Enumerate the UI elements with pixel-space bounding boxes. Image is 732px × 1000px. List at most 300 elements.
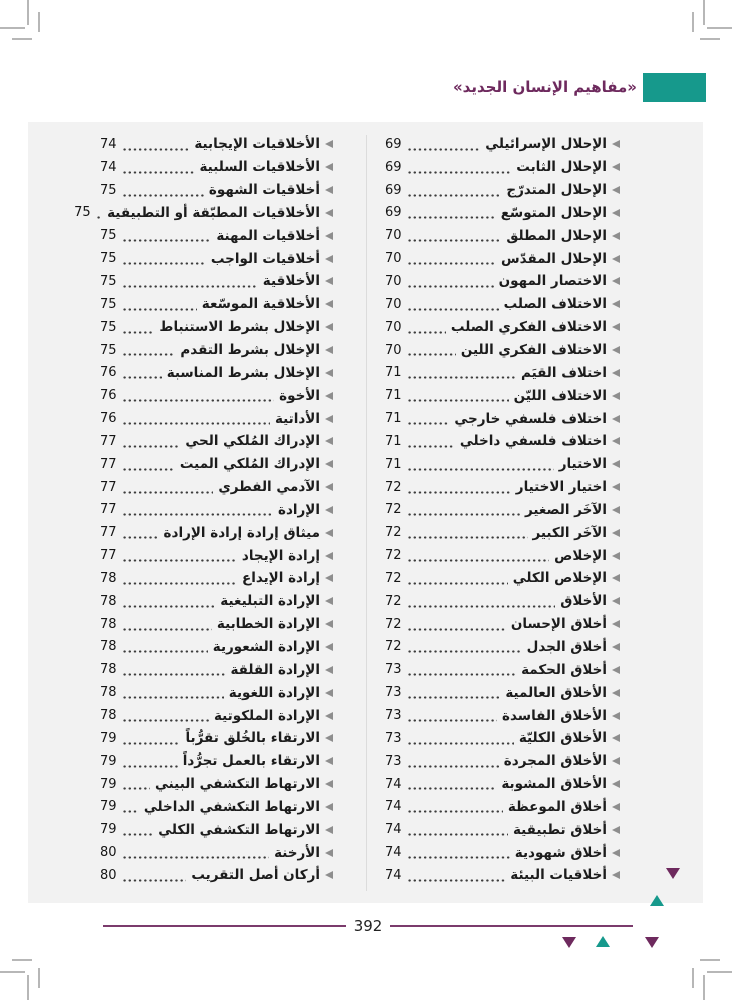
entry-page-number: 71 — [385, 365, 402, 381]
entry-title: الأخلاق الفاسدة — [502, 707, 607, 724]
entry-page-number: 73 — [385, 708, 402, 724]
entry-arrow-icon — [325, 803, 333, 811]
index-entry-row — [385, 704, 620, 727]
index-entry-row — [385, 544, 620, 567]
crop-mark — [12, 959, 32, 961]
entry-page-number: 75 — [100, 182, 117, 198]
entry-title: الارتهاط التكشفي البيني — [155, 776, 320, 793]
entry-title: الإدراك المُلكي الحي — [185, 433, 320, 450]
entry-arrow-icon — [325, 552, 333, 560]
entry-page-number: 79 — [100, 730, 117, 746]
entry-title: الاختلاف الليّن — [513, 387, 607, 404]
entry-page-number: 77 — [100, 479, 117, 495]
entry-arrow-icon — [612, 323, 620, 331]
footer-rule-right — [390, 925, 633, 927]
index-entry-row — [100, 453, 333, 476]
entry-page-number: 74 — [385, 799, 402, 815]
dot-leader — [122, 604, 215, 609]
dot-leader — [122, 261, 206, 266]
index-entry-row — [385, 476, 620, 499]
dot-leader — [122, 307, 197, 312]
entry-title: الاختصار المهون — [498, 273, 607, 290]
index-entry-row — [100, 818, 333, 841]
entry-title: الإرادة الخطابية — [216, 616, 320, 633]
dot-leader — [407, 352, 456, 357]
dot-leader — [122, 832, 153, 837]
entry-arrow-icon — [325, 369, 333, 377]
entry-title: الأخلاقيات السلبية — [199, 159, 320, 176]
entry-title: اختلاف فلسفي خارجي — [454, 410, 607, 427]
entry-page-number: 76 — [100, 388, 117, 404]
entry-arrow-icon — [612, 186, 620, 194]
entry-title: الأخوة — [279, 387, 320, 404]
entry-page-number: 73 — [385, 662, 402, 678]
entry-arrow-icon — [325, 300, 333, 308]
dot-leader — [122, 627, 212, 632]
dot-leader — [407, 718, 497, 723]
entry-page-number: 72 — [385, 525, 402, 541]
entry-title: أخلاق شهودية — [514, 844, 607, 861]
index-entry-row — [100, 544, 333, 567]
entry-page-number: 74 — [385, 776, 402, 792]
entry-title: الأخلاقيات المطبّقة أو التطبيقية — [107, 204, 320, 221]
index-entry-row — [100, 224, 333, 247]
index-entry-row — [100, 727, 333, 750]
index-entry-row — [385, 407, 620, 430]
dot-leader — [122, 878, 186, 883]
entry-title: الإخلال بشرط المناسبة — [166, 364, 320, 381]
dot-leader — [407, 741, 514, 746]
entry-arrow-icon — [325, 712, 333, 720]
index-entry-row — [385, 636, 620, 659]
dot-leader — [122, 284, 258, 289]
index-columns — [28, 122, 703, 903]
entry-page-number: 78 — [100, 685, 117, 701]
dot-leader — [407, 604, 555, 609]
index-entry-row — [385, 202, 620, 225]
dot-leader — [407, 535, 528, 540]
entry-arrow-icon — [325, 460, 333, 468]
entry-title: اختلاف فلسفي داخلي — [459, 433, 607, 450]
dot-leader — [407, 375, 516, 380]
entry-arrow-icon — [325, 186, 333, 194]
entry-arrow-icon — [612, 552, 620, 560]
entry-title: الإرادة التبليغية — [220, 593, 320, 610]
entry-page-number: 73 — [385, 685, 402, 701]
entry-title: الارتقاء بالعمل تجرُّداً — [182, 753, 320, 770]
dot-leader — [407, 855, 510, 860]
crop-mark — [707, 27, 732, 29]
dot-leader — [407, 809, 503, 814]
entry-page-number: 77 — [100, 456, 117, 472]
index-entry-row — [385, 156, 620, 179]
entry-page-number: 73 — [385, 730, 402, 746]
dot-leader — [407, 490, 511, 495]
index-entry-row — [100, 133, 333, 156]
entry-arrow-icon — [612, 300, 620, 308]
entry-page-number: 79 — [100, 753, 117, 769]
page-number: 392 — [353, 917, 383, 935]
index-entry-row — [100, 339, 333, 362]
dot-leader — [122, 786, 150, 791]
entry-arrow-icon — [612, 689, 620, 697]
index-entry-row — [385, 773, 620, 796]
index-entry-row — [100, 361, 333, 384]
entry-page-number: 74 — [385, 822, 402, 838]
index-entry-row — [385, 316, 620, 339]
entry-page-number: 72 — [385, 616, 402, 632]
entry-arrow-icon — [612, 574, 620, 582]
entry-arrow-icon — [612, 529, 620, 537]
entry-title: الأخلاق المشوبة — [501, 776, 607, 793]
entry-arrow-icon — [325, 689, 333, 697]
dot-leader — [122, 238, 211, 243]
entry-title: أخلاق تطبيقية — [512, 821, 607, 838]
index-entry-row — [100, 384, 333, 407]
entry-title: إرادة الإيداع — [241, 570, 320, 587]
index-entry-row — [100, 179, 333, 202]
entry-page-number: 71 — [385, 411, 402, 427]
index-entry-row — [100, 704, 333, 727]
entry-arrow-icon — [325, 826, 333, 834]
entry-arrow-icon — [325, 529, 333, 537]
index-entry-row — [100, 681, 333, 704]
entry-title: الاختيار — [558, 456, 607, 473]
dot-leader — [122, 855, 269, 860]
entry-arrow-icon — [325, 643, 333, 651]
entry-title: أخلاقيات الشهوة — [208, 182, 320, 199]
entry-title: الأرخنة — [274, 844, 320, 861]
index-entry-row — [385, 430, 620, 453]
footer-rule-left — [103, 925, 346, 927]
entry-arrow-icon — [325, 277, 333, 285]
index-entry-row — [385, 521, 620, 544]
dot-leader — [122, 581, 237, 586]
entry-arrow-icon — [612, 849, 620, 857]
entry-page-number: 79 — [100, 776, 117, 792]
dot-leader — [407, 170, 511, 175]
entry-arrow-icon — [325, 574, 333, 582]
dot-leader — [407, 238, 501, 243]
dot-leader — [122, 535, 159, 540]
entry-title: الأخلاق المجردة — [503, 753, 607, 770]
index-entry-row — [100, 773, 333, 796]
entry-arrow-icon — [325, 140, 333, 148]
entry-arrow-icon — [325, 255, 333, 263]
index-entry-row — [385, 841, 620, 864]
entry-title: الإخلال بشرط الاستنباط — [159, 319, 320, 336]
entry-title: أخلاقيات المهنة — [216, 227, 320, 244]
index-entry-row — [100, 407, 333, 430]
entry-arrow-icon — [612, 392, 620, 400]
index-entry-row — [385, 795, 620, 818]
entry-title: الارتهاط التكشفي الكلي — [158, 821, 320, 838]
entry-page-number: 69 — [385, 205, 402, 221]
entry-title: أخلاق الجدل — [526, 638, 607, 655]
entry-page-number: 80 — [100, 845, 117, 861]
entry-arrow-icon — [325, 849, 333, 857]
entry-title: الآخَر الصغير — [524, 501, 607, 518]
index-column-left — [74, 133, 333, 903]
entry-page-number: 74 — [100, 136, 117, 152]
entry-arrow-icon — [612, 277, 620, 285]
dot-leader — [407, 444, 455, 449]
entry-page-number: 78 — [100, 639, 117, 655]
index-entry-row — [385, 681, 620, 704]
dot-leader — [407, 147, 480, 152]
entry-title: الارتهاط التكشفي الداخلي — [143, 798, 320, 815]
entry-arrow-icon — [612, 415, 620, 423]
index-entry-row — [74, 202, 333, 225]
crop-mark — [707, 971, 732, 973]
entry-title: أخلاق الحكمة — [521, 661, 607, 678]
index-entry-row — [100, 567, 333, 590]
index-entry-row — [385, 224, 620, 247]
dot-leader — [96, 215, 102, 220]
index-entry-row — [100, 658, 333, 681]
index-entry-row — [100, 270, 333, 293]
dot-leader — [407, 878, 505, 883]
entry-page-number: 72 — [385, 570, 402, 586]
entry-arrow-icon — [612, 437, 620, 445]
entry-page-number: 74 — [385, 845, 402, 861]
entry-page-number: 72 — [385, 548, 402, 564]
index-entry-row — [385, 361, 620, 384]
dot-leader — [122, 490, 213, 495]
entry-arrow-icon — [325, 597, 333, 605]
dot-leader — [407, 672, 516, 677]
dot-leader — [122, 512, 273, 517]
entry-title: أخلاقيات الواجب — [210, 250, 320, 267]
entry-title: الأخلاق — [560, 593, 607, 610]
index-entry-row — [100, 247, 333, 270]
entry-page-number: 75 — [74, 205, 91, 221]
dot-leader — [407, 695, 500, 700]
entry-title: الإحلال المتدرّج — [506, 182, 607, 199]
index-entry-row — [100, 293, 333, 316]
index-entry-row — [100, 841, 333, 864]
entry-title: الإرادة اللغوية — [228, 684, 320, 701]
entry-page-number: 77 — [100, 548, 117, 564]
entry-page-number: 74 — [385, 867, 402, 883]
entry-arrow-icon — [325, 232, 333, 240]
index-panel — [28, 122, 703, 903]
dot-leader — [407, 581, 508, 586]
dot-leader — [407, 512, 520, 517]
entry-page-number: 70 — [385, 273, 402, 289]
dot-leader — [407, 832, 508, 837]
entry-page-number: 75 — [100, 296, 117, 312]
entry-page-number: 78 — [100, 570, 117, 586]
entry-page-number: 70 — [385, 342, 402, 358]
dot-leader — [122, 352, 175, 357]
entry-title: الأخلاقية — [262, 273, 320, 290]
crop-mark — [692, 968, 694, 988]
entry-arrow-icon — [325, 346, 333, 354]
dot-leader — [122, 649, 208, 654]
entry-page-number: 77 — [100, 433, 117, 449]
entry-page-number: 79 — [100, 799, 117, 815]
entry-page-number: 75 — [100, 342, 117, 358]
index-entry-row — [385, 727, 620, 750]
entry-page-number: 72 — [385, 593, 402, 609]
dot-leader — [407, 467, 554, 472]
triangle-up-icon — [596, 936, 610, 947]
entry-page-number: 72 — [385, 639, 402, 655]
index-entry-row — [385, 179, 620, 202]
dot-leader — [407, 261, 496, 266]
dot-leader — [122, 147, 189, 152]
entry-arrow-icon — [325, 757, 333, 765]
entry-title: الأخلاق الكليّة — [518, 730, 607, 747]
entry-page-number: 70 — [385, 296, 402, 312]
entry-title: الاختلاف الصلب — [503, 296, 607, 313]
dot-leader — [407, 558, 549, 563]
entry-arrow-icon — [325, 415, 333, 423]
entry-title: الإحلال المتوسّع — [500, 204, 607, 221]
index-entry-row — [385, 247, 620, 270]
entry-page-number: 77 — [100, 525, 117, 541]
dot-leader — [407, 330, 446, 335]
dot-leader — [122, 193, 204, 198]
index-entry-row — [100, 316, 333, 339]
entry-title: أركان أصل التقريب — [191, 867, 320, 884]
dot-leader — [407, 398, 509, 403]
crop-mark — [0, 971, 25, 973]
dot-leader — [122, 672, 225, 677]
entry-arrow-icon — [612, 666, 620, 674]
entry-arrow-icon — [325, 620, 333, 628]
index-entry-row — [100, 590, 333, 613]
entry-arrow-icon — [612, 871, 620, 879]
entry-page-number: 71 — [385, 456, 402, 472]
index-entry-row — [385, 499, 620, 522]
index-entry-row — [100, 750, 333, 773]
entry-title: الإرادة الملكوتية — [213, 707, 320, 724]
entry-arrow-icon — [612, 369, 620, 377]
dot-leader — [122, 718, 209, 723]
index-entry-row — [100, 499, 333, 522]
entry-page-number: 76 — [100, 411, 117, 427]
entry-page-number: 73 — [385, 753, 402, 769]
dot-leader — [407, 284, 494, 289]
crop-mark — [700, 959, 720, 961]
entry-title: الإخلال بشرط التقدم — [180, 342, 320, 359]
entry-arrow-icon — [325, 666, 333, 674]
header-accent-bar — [643, 73, 706, 102]
index-entry-row — [385, 818, 620, 841]
entry-title: الاختلاف الفكري الصلب — [450, 319, 607, 336]
dot-leader — [122, 764, 178, 769]
entry-title: الارتقاء بالخُلق تقرُّباً — [185, 730, 320, 747]
entry-title: الإحلال الثابت — [516, 159, 607, 176]
entry-title: الأخلاق العالمية — [505, 684, 607, 701]
entry-page-number: 70 — [385, 251, 402, 267]
entry-title: أخلاقيات البيئة — [510, 867, 607, 884]
entry-arrow-icon — [325, 209, 333, 217]
dot-leader — [122, 330, 154, 335]
entry-title: أخلاق الإحسان — [510, 616, 607, 633]
entry-arrow-icon — [325, 734, 333, 742]
index-entry-row — [385, 339, 620, 362]
entry-arrow-icon — [612, 620, 620, 628]
index-entry-row — [100, 795, 333, 818]
entry-arrow-icon — [612, 209, 620, 217]
crop-mark — [692, 12, 694, 32]
entry-arrow-icon — [612, 140, 620, 148]
triangle-down-icon — [666, 868, 680, 879]
index-entry-row — [385, 270, 620, 293]
index-entry-row — [385, 133, 620, 156]
entry-arrow-icon — [612, 255, 620, 263]
dot-leader — [122, 695, 224, 700]
dot-leader — [407, 215, 496, 220]
index-entry-row — [385, 750, 620, 773]
index-entry-row — [100, 613, 333, 636]
entry-arrow-icon — [612, 643, 620, 651]
entry-page-number: 71 — [385, 433, 402, 449]
entry-page-number: 75 — [100, 273, 117, 289]
entry-arrow-icon — [612, 460, 620, 468]
crop-mark — [703, 0, 705, 25]
dot-leader — [407, 786, 496, 791]
entry-title: اختيار الاختيار — [515, 479, 607, 496]
dot-leader — [122, 558, 237, 563]
entry-title: الإحلال المطلق — [506, 227, 607, 244]
dot-leader — [407, 307, 499, 312]
dot-leader — [122, 467, 175, 472]
index-entry-row — [100, 521, 333, 544]
index-entry-row — [385, 384, 620, 407]
index-entry-row — [385, 590, 620, 613]
entry-title: الإخلاص الكلي — [512, 570, 607, 587]
entry-title: الإدراك المُلكي الميت — [179, 456, 320, 473]
entry-arrow-icon — [325, 780, 333, 788]
entry-page-number: 79 — [100, 822, 117, 838]
entry-arrow-icon — [612, 232, 620, 240]
entry-arrow-icon — [325, 871, 333, 879]
triangle-down-icon — [562, 937, 576, 948]
crop-mark — [0, 27, 25, 29]
page-footer — [103, 917, 633, 935]
dot-leader — [122, 170, 195, 175]
entry-arrow-icon — [325, 392, 333, 400]
entry-page-number: 78 — [100, 708, 117, 724]
entry-page-number: 76 — [100, 365, 117, 381]
entry-title: أخلاق الموعظة — [507, 798, 607, 815]
index-entry-row — [385, 613, 620, 636]
book-title: «مفاهيم الإنسان الجديد» — [452, 78, 637, 96]
triangle-up-icon — [650, 895, 664, 906]
dot-leader — [122, 375, 162, 380]
entry-page-number: 75 — [100, 251, 117, 267]
entry-title: الإحلال الإسرائيلي — [485, 136, 607, 153]
entry-title: الأداتية — [274, 410, 320, 427]
entry-page-number: 74 — [100, 159, 117, 175]
entry-arrow-icon — [612, 757, 620, 765]
entry-title: الإرادة — [278, 501, 320, 518]
entry-arrow-icon — [612, 483, 620, 491]
entry-page-number: 78 — [100, 662, 117, 678]
index-entry-row — [385, 658, 620, 681]
index-column-right — [385, 133, 620, 903]
index-entry-row — [100, 864, 333, 887]
index-entry-row — [385, 864, 620, 887]
entry-arrow-icon — [612, 506, 620, 514]
entry-title: ميثاق إرادة إرادة الإرادة — [163, 524, 320, 541]
dot-leader — [122, 421, 270, 426]
entry-title: اختلاف القيَم — [520, 364, 607, 381]
